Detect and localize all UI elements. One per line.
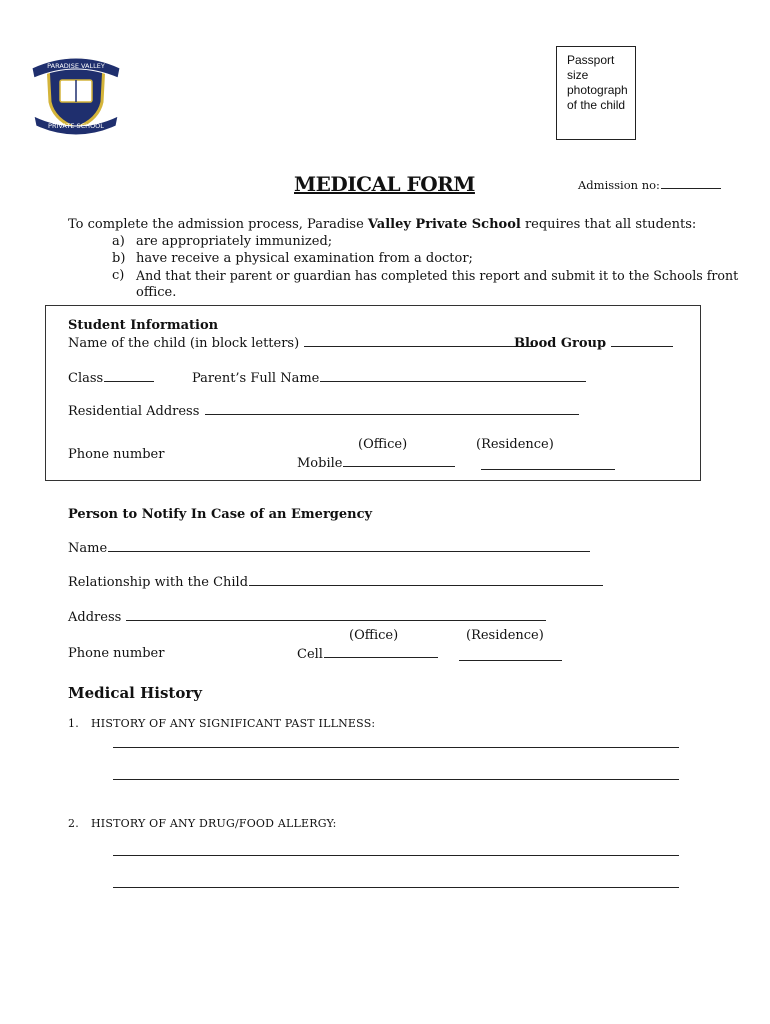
admission-no-field[interactable] xyxy=(578,178,721,192)
class-field[interactable] xyxy=(68,371,154,386)
passport-photo-label: Passport size photograph of the child xyxy=(567,53,628,112)
emergency-phone-label: Phone number xyxy=(68,646,165,661)
student-residence-label: (Residence) xyxy=(476,437,554,452)
passport-photo-box xyxy=(556,46,636,140)
admission-no-label: Admission no: xyxy=(578,178,660,192)
medical-history-heading: Medical History xyxy=(68,684,202,702)
student-info-heading: Student Information xyxy=(68,318,219,333)
emergency-residence-label: (Residence) xyxy=(466,628,544,643)
child-name-line[interactable] xyxy=(304,346,536,347)
q2-answer-line-1[interactable] xyxy=(113,855,679,856)
residential-address-line[interactable] xyxy=(205,414,579,415)
blood-group-field[interactable] xyxy=(514,336,673,351)
q1-answer-line-2[interactable] xyxy=(113,779,679,780)
emergency-name-label: Name xyxy=(68,541,108,556)
class-label: Class xyxy=(68,371,104,386)
cell-label: Cell xyxy=(297,647,323,662)
student-office-label: (Office) xyxy=(358,437,408,452)
emergency-address-label: Address xyxy=(68,610,122,625)
q1-past-illness-label: HISTORY OF ANY SIGNIFICANT PAST ILLNESS: xyxy=(91,717,376,730)
admission-no-line[interactable] xyxy=(661,188,721,189)
intro-item-b: have receive a physical examination from a doctor; xyxy=(136,251,473,266)
blood-group-label: Blood Group xyxy=(514,336,607,351)
intro-item-b-marker: b) xyxy=(112,251,126,266)
cell-residence-line[interactable] xyxy=(459,660,562,661)
mobile-residence-line[interactable] xyxy=(481,469,615,470)
child-name-field[interactable] xyxy=(68,336,536,351)
class-line[interactable] xyxy=(104,381,154,382)
relationship-field[interactable] xyxy=(68,575,603,590)
q2-allergy-label: HISTORY OF ANY DRUG/FOOD ALLERGY: xyxy=(91,817,337,830)
emergency-office-label: (Office) xyxy=(349,628,399,643)
intro-item-c-marker: c) xyxy=(112,268,125,283)
emergency-heading: Person to Notify In Case of an Emergency xyxy=(68,507,373,522)
intro-item-a: are appropriately immunized; xyxy=(136,234,333,249)
emergency-address-line[interactable] xyxy=(126,620,546,621)
parent-name-field[interactable] xyxy=(192,371,586,386)
page-title: MEDICAL FORM xyxy=(294,172,475,196)
intro-item-a-marker: a) xyxy=(112,234,125,249)
residential-address-field[interactable] xyxy=(68,404,579,419)
mobile-label: Mobile xyxy=(297,456,343,471)
mobile-office-line[interactable] xyxy=(343,466,455,467)
emergency-name-field[interactable] xyxy=(68,541,590,556)
residential-address-label: Residential Address xyxy=(68,404,200,419)
blood-group-line[interactable] xyxy=(611,346,673,347)
q1-number: 1. xyxy=(68,717,79,730)
emergency-address-field[interactable] xyxy=(68,610,546,625)
relationship-line[interactable] xyxy=(249,585,603,586)
parent-name-label: Parent’s Full Name xyxy=(192,371,320,386)
student-phone-label: Phone number xyxy=(68,447,165,462)
intro-paragraph xyxy=(68,217,696,232)
cell-office-line[interactable] xyxy=(324,657,438,658)
logo-bottom-text: PRIVATE SCHOOL xyxy=(48,122,104,130)
logo-top-text: PARADISE VALLEY xyxy=(47,62,105,70)
emergency-name-line[interactable] xyxy=(108,551,590,552)
child-name-label: Name of the child (in block letters) xyxy=(68,336,300,351)
intro-text-2: requires that all students: xyxy=(520,217,697,232)
parent-name-line[interactable] xyxy=(320,381,586,382)
school-crest-logo xyxy=(28,50,124,138)
intro-text-1: To complete the admission process, Paradise xyxy=(68,217,368,232)
q2-answer-line-2[interactable] xyxy=(113,887,679,888)
intro-school-name: Valley Private School xyxy=(367,217,521,232)
cell-field[interactable] xyxy=(297,647,438,662)
mobile-field[interactable] xyxy=(297,456,455,471)
relationship-label: Relationship with the Child xyxy=(68,575,249,590)
q1-answer-line-1[interactable] xyxy=(113,747,679,748)
intro-item-c-cont: office. xyxy=(136,285,177,300)
q2-number: 2. xyxy=(68,817,79,830)
intro-item-c: And that their parent or guardian has completed this report and submit it to the Schools front xyxy=(136,268,739,283)
